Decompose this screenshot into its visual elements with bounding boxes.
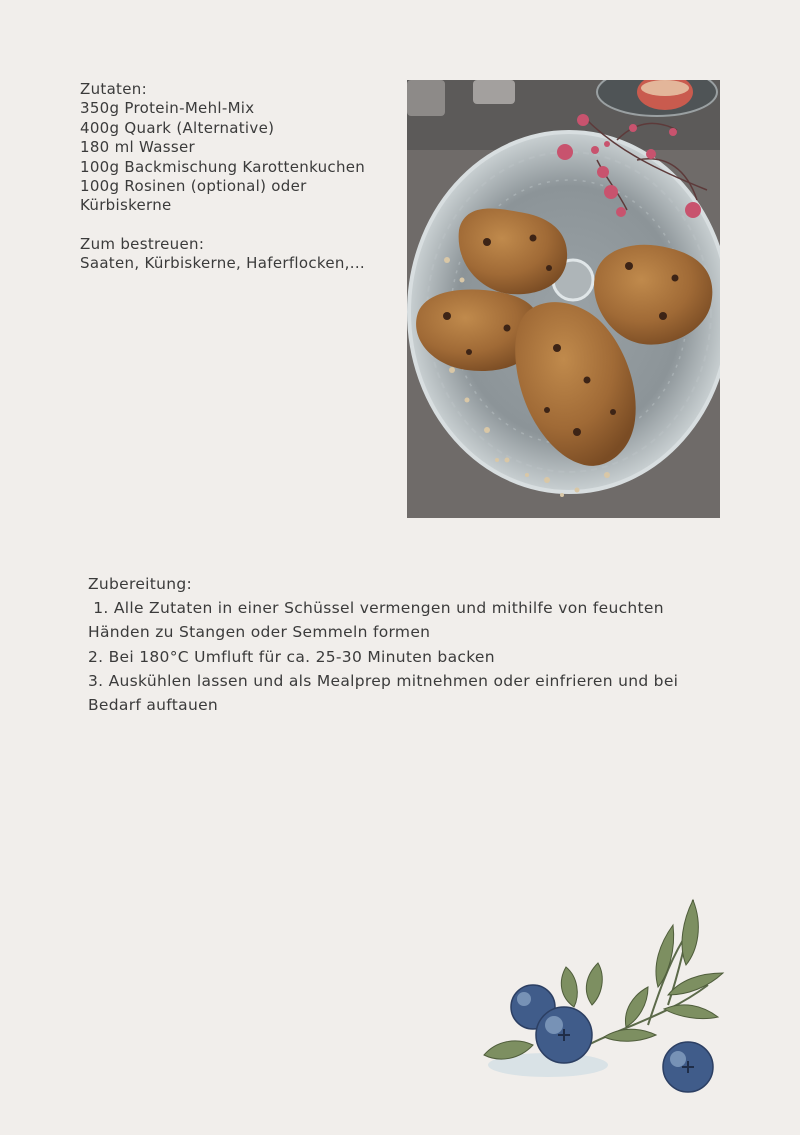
method-heading: Zubereitung: bbox=[88, 575, 193, 593]
method-step: 2. Bei 180°C Umfluft für ca. 25-30 Minuten backen bbox=[88, 647, 495, 666]
ingredient-item: 100g Backmischung Karottenkuchen bbox=[80, 157, 366, 176]
ingredient-item: 100g Rosinen (optional) oder bbox=[80, 177, 307, 196]
topping-items: Saaten, Kürbiskerne, Haferflocken,... bbox=[80, 254, 365, 273]
ingredients-heading: Zutaten: bbox=[80, 80, 147, 98]
ingredient-item: 400g Quark (Alternative) bbox=[80, 118, 275, 137]
ingredient-item: 180 ml Wasser bbox=[80, 138, 195, 157]
preparation-block bbox=[88, 572, 728, 717]
ingredients-block bbox=[80, 80, 400, 274]
spacer bbox=[80, 216, 400, 235]
blueberry-illustration bbox=[478, 895, 738, 1099]
method-step: 1. Alle Zutaten in einer Schüssel vermengen und mithilfe von feuchten Händen zu Stangen oder Semmeln formen bbox=[88, 599, 670, 642]
ingredient-item: 350g Protein-Mehl-Mix bbox=[80, 99, 255, 118]
ingredient-item: Kürbiskerne bbox=[80, 196, 172, 215]
method-step: 3. Auskühlen lassen und als Mealprep mitnehmen oder einfrieren und bei Bedarf auftauen bbox=[88, 671, 679, 715]
recipe-photo bbox=[407, 80, 720, 518]
topping-heading: Zum bestreuen: bbox=[80, 234, 205, 253]
